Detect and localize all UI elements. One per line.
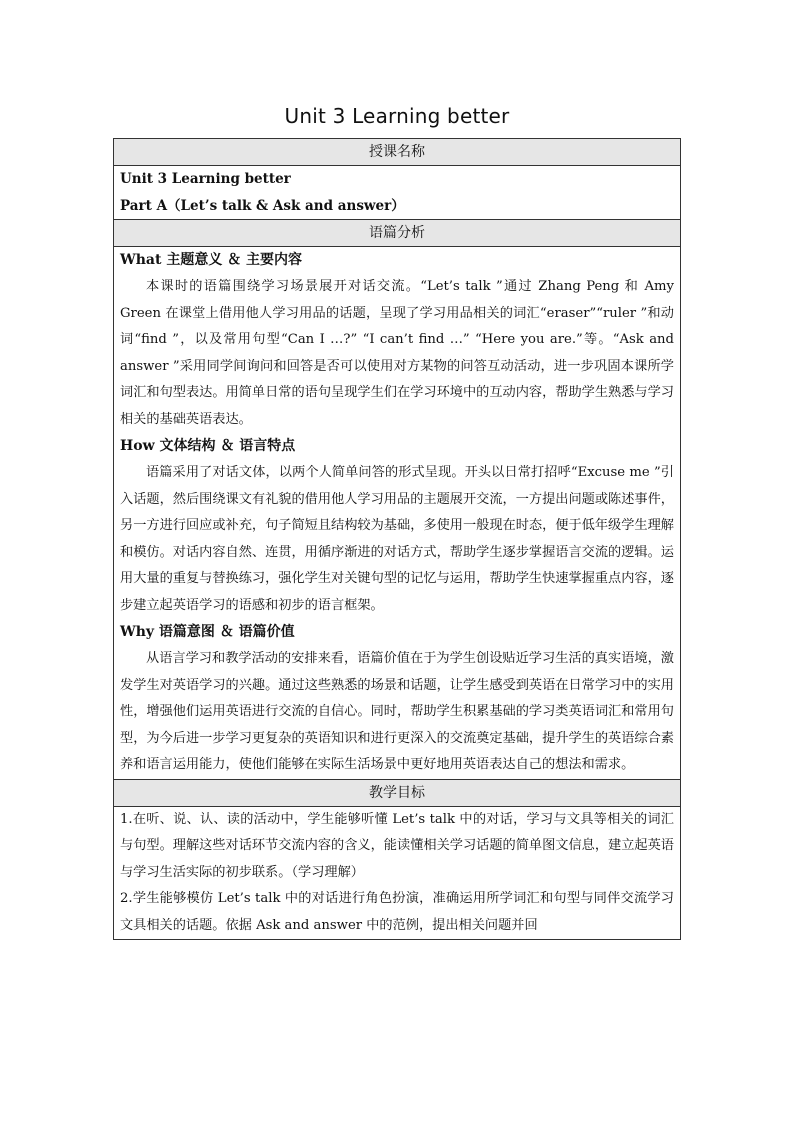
what-paragraph: 本课时的语篇围绕学习场景展开对话交流。“Let’s talk ”通过 Zhang Peng 和 Amy Green 在课堂上借用他人学习用品的话题，呈现了学习用品相关的词汇“eraser”“ruler ”和动词“find ”，以及常用句型“Can I …?” “I can’t find …” “Here you are.”等。“Ask and answer ”采用同学间询问和回答是否可以使用对方某物的问答互动活动，进一步巩固本课所学词汇和句型表达。用简单日常的语句呈现学生们在学习环境中的互动内容，帮助学生熟悉与学习相关的基础英语表达。 bbox=[120, 279, 674, 427]
teaching-goals-cell bbox=[114, 807, 680, 940]
course-name-cell bbox=[114, 166, 680, 220]
text-analysis-cell bbox=[114, 247, 680, 780]
text-analysis-header: 语篇分析 bbox=[114, 220, 680, 247]
why-heading: Why 语篇意图 ＆ 语篇价值 bbox=[120, 624, 295, 640]
teaching-goals-header: 教学目标 bbox=[114, 780, 680, 807]
how-paragraph: 语篇采用了对话文体，以两个人简单问答的形式呈现。开头以日常打招呼“Excuse me ”引入话题，然后围绕课文有礼貌的借用他人学习用品的主题展开交流，一方提出问题或陈述事件，另一方进行回应或补充，句子简短且结构较为基础，多使用一般现在时态，便于低年级学生理解和模仿。对话内容自然、连贯，用循序渐进的对话方式，帮助学生逐步掌握语言交流的逻辑。运用大量的重复与替换练习，强化学生对关键句型的记忆与运用，帮助学生快速掌握重点内容，逐步建立起英语学习的语感和初步的语言框架。 bbox=[120, 465, 674, 613]
lesson-plan-table bbox=[113, 138, 681, 940]
what-heading: What 主题意义 ＆ 主要内容 bbox=[120, 252, 303, 268]
goal-2: 2.学生能够模仿 Let’s talk 中的对话进行角色扮演，准确运用所学词汇和句型与同伴交流学习文具相关的话题。依据 Ask and answer 中的范例，提出相关问题并回 bbox=[120, 891, 674, 933]
how-heading: How 文体结构 ＆ 语言特点 bbox=[120, 438, 296, 454]
course-name-header: 授课名称 bbox=[114, 139, 680, 166]
goal-1: 1.在听、说、认、读的活动中，学生能够听懂 Let’s talk 中的对话，学习与文具等相关的词汇与句型。理解这些对话环节交流内容的含义，能读懂相关学习话题的简单图文信息，建立起英语与学习生活实际的初步联系。（学习理解） bbox=[120, 811, 674, 880]
course-part-line: Part A（Let’s talk & Ask and answer） bbox=[120, 197, 405, 214]
page-title: Unit 3 Learning better bbox=[284, 104, 510, 128]
course-unit-line: Unit 3 Learning better bbox=[120, 171, 291, 187]
why-paragraph: 从语言学习和教学活动的安排来看，语篇价值在于为学生创设贴近学习生活的真实语境，激发学生对英语学习的兴趣。通过这些熟悉的场景和话题，让学生感受到英语在日常学习中的实用性，增强他们运用英语进行交流的自信心。同时，帮助学生积累基础的学习类英语词汇和常用句型，为今后进一步学习更复杂的英语知识和进行更深入的交流奠定基础，提升学生的英语综合素养和语言运用能力，使他们能够在实际生活场景中更好地用英语表达自己的想法和需求。 bbox=[120, 651, 674, 772]
